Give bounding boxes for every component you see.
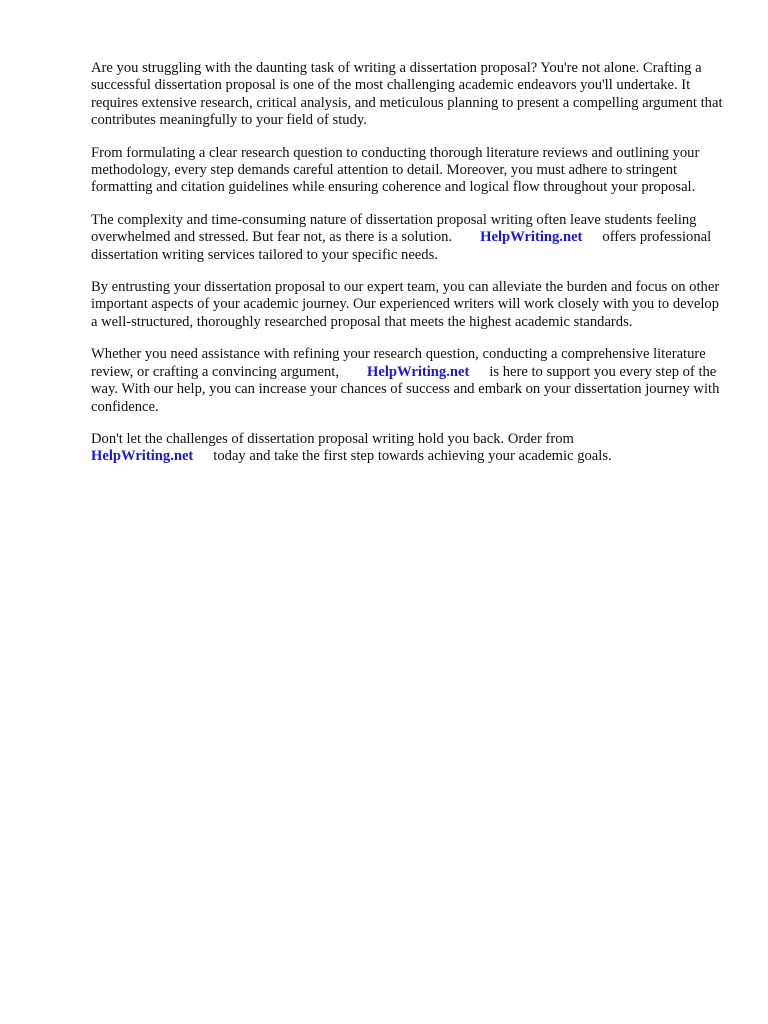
paragraph-support [91,346,727,416]
paragraph-call-to-action [91,431,727,466]
paragraph-solution-text-before: The complexity and time-consuming nature of dissertation proposal writing often leave students feeling overwhelmed and stressed. But fear not, as there is a solution. [91,211,697,246]
paragraph-cta-text-before: Don't let the challenges of dissertation proposal writing hold you back. Order from [91,430,574,447]
helpwriting-link[interactable]: HelpWriting.net [91,448,194,465]
paragraph-solution [91,212,727,264]
paragraph-intro: Are you struggling with the daunting task of writing a dissertation proposal? You're not alone. Crafting a successful dissertation proposal is one of the most challenging academic endeavors you'll undertake. It requires extensive research, critical analysis, and meticulous planning to present a compelling argument that contributes meaningfully to your field of study. [91,60,723,129]
paragraph-challenges: From formulating a clear research question to conducting thorough literature reviews and outlining your methodology, every step demands careful attention to detail. Moreover, you must adhere to stringent formatting and citation guidelines while ensuring coherence and logical flow throughout your proposal. [91,144,700,196]
paragraph-benefits: By entrusting your dissertation proposal to our expert team, you can alleviate the burden and focus on other important aspects of your academic journey. Our experienced writers will work closely with you to develop a well-structured, thoroughly researched proposal that meets the highest academic standards. [91,279,720,330]
paragraph-support-text-after: is here to support you every step of the way. With our help, you can increase your chances of success and embark on your dissertation journey with confidence. [91,363,720,415]
paragraph-cta-text-after: today and take the first step towards achieving your academic goals. [213,448,612,465]
paragraph-solution-text-after: offers professional dissertation writing services tailored to your specific needs. [91,229,712,263]
document-page [91,60,727,481]
helpwriting-link[interactable]: HelpWriting.net [480,229,583,246]
helpwriting-link[interactable]: HelpWriting.net [367,363,470,380]
paragraph-support-text-before: Whether you need assistance with refining your research question, conducting a comprehensive literature review, or crafting a convincing argument, [91,346,706,380]
